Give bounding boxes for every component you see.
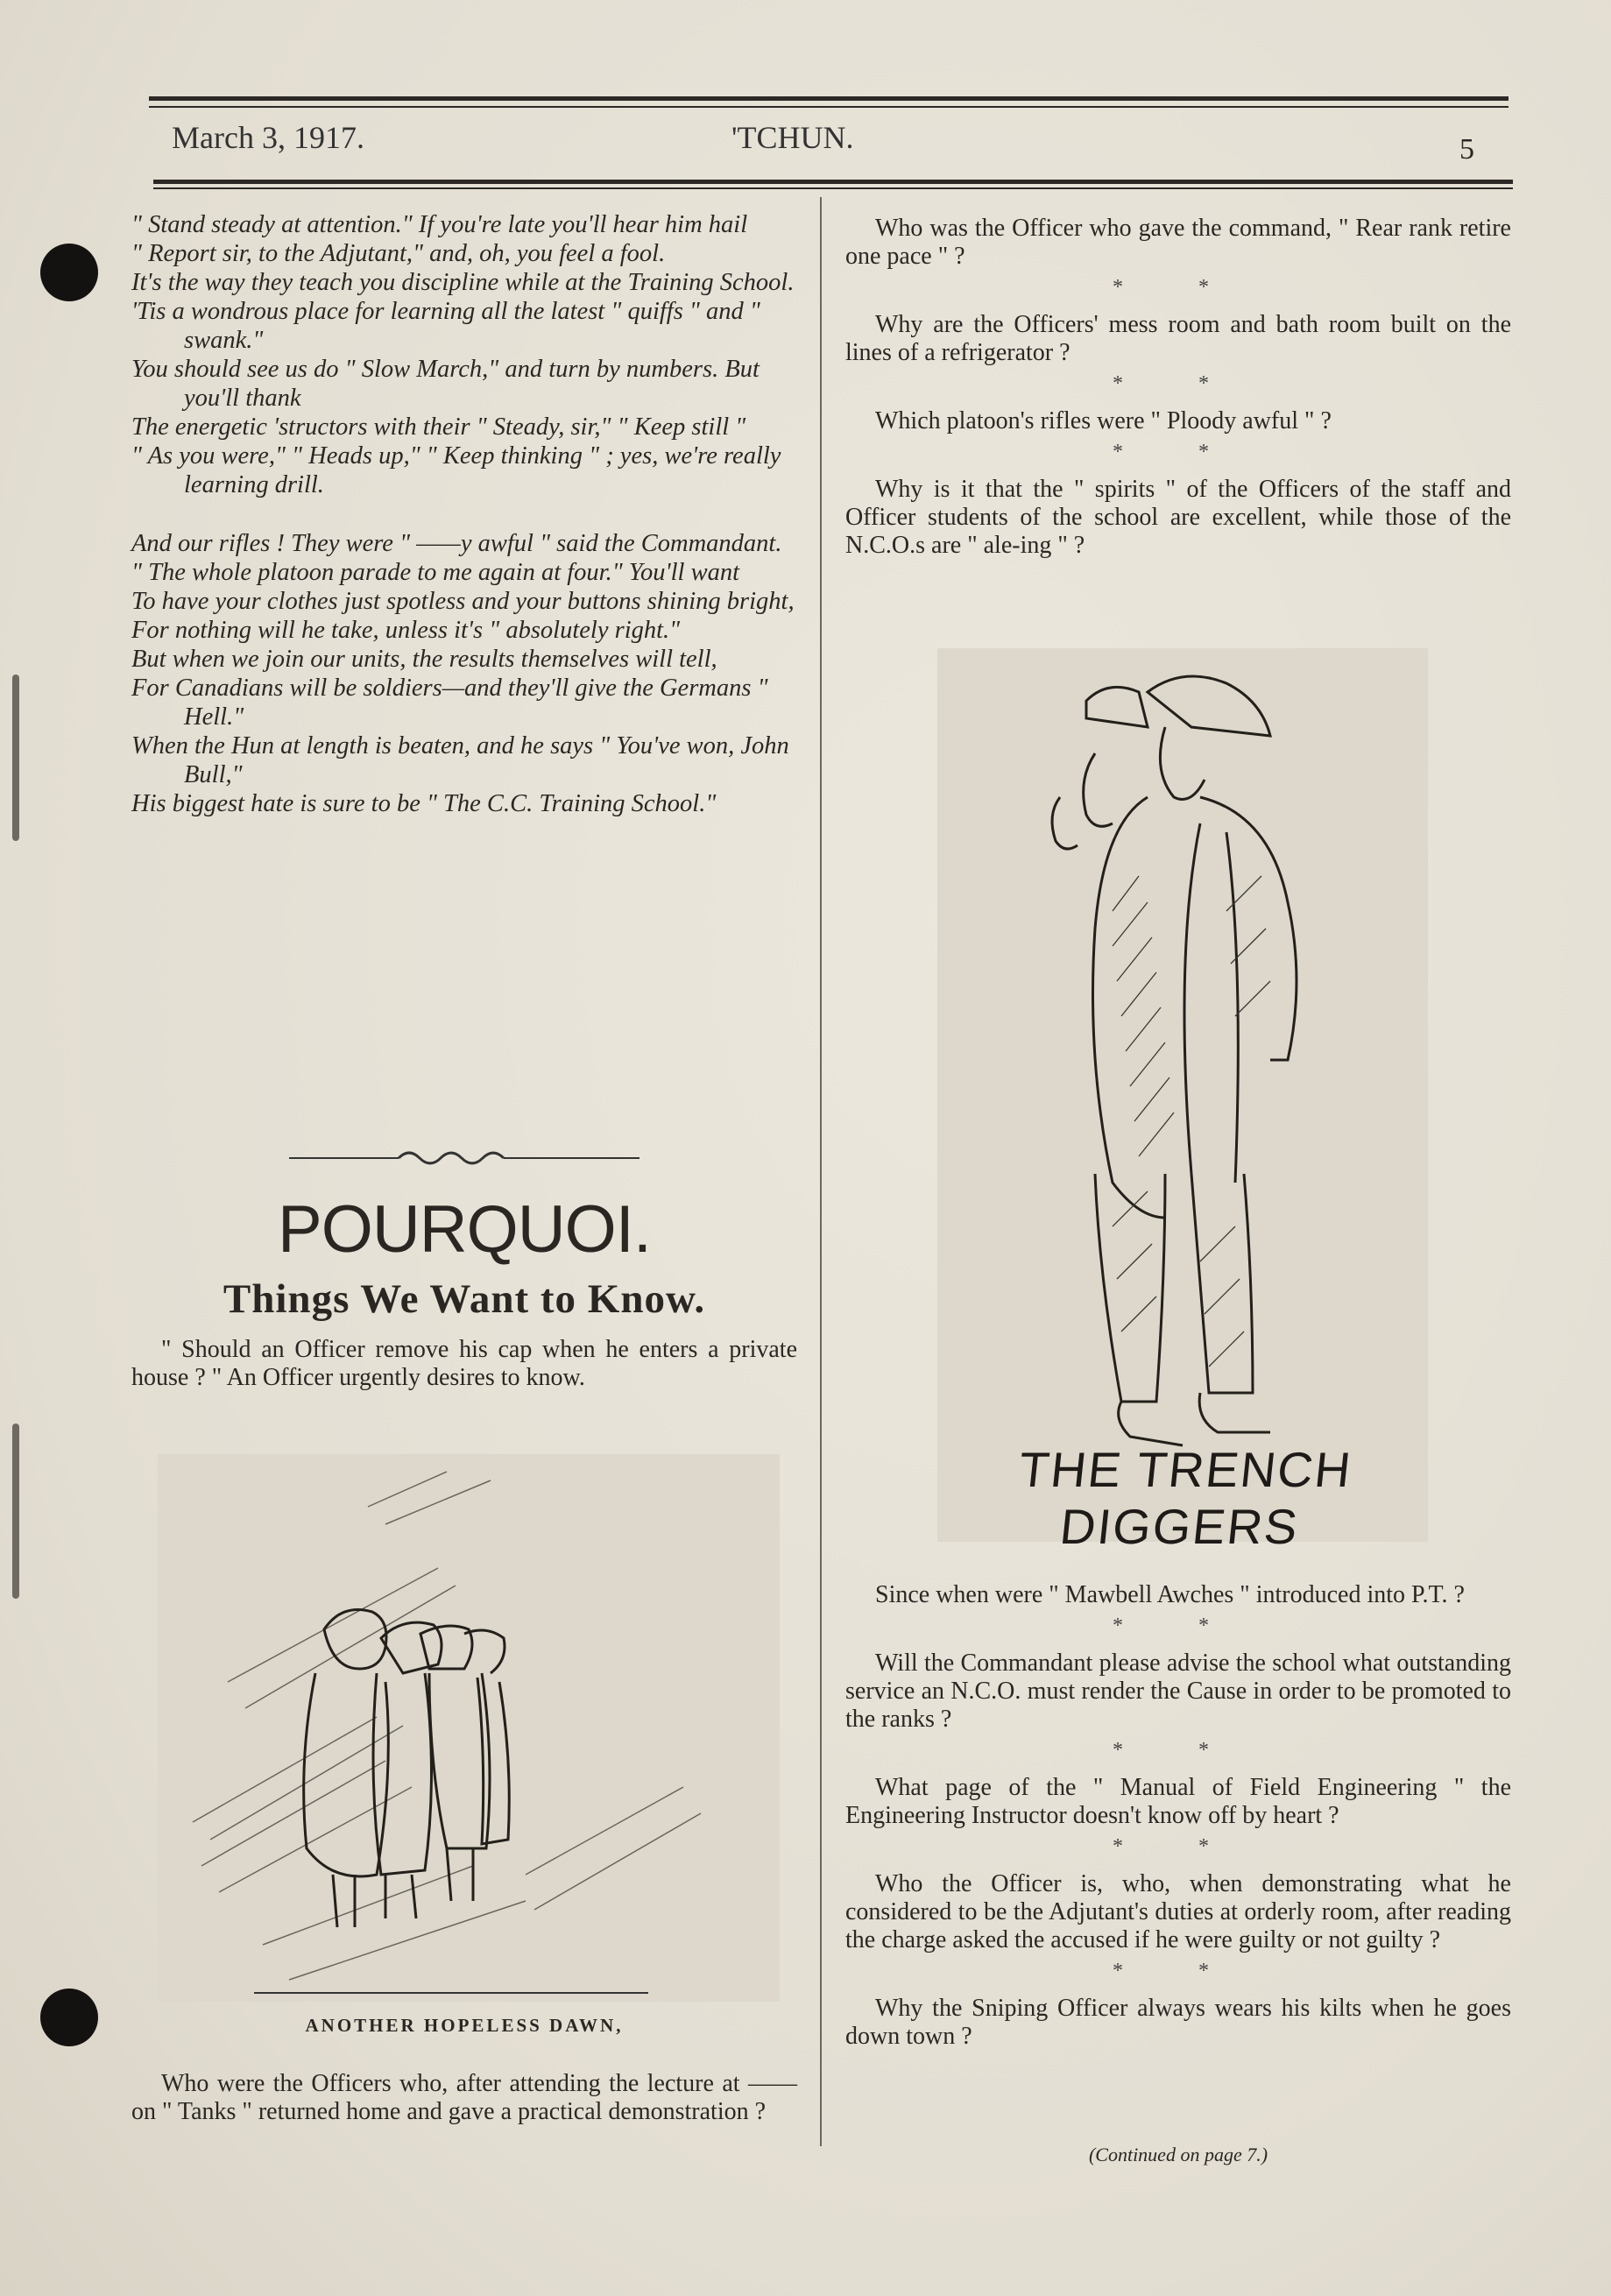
page-number: 5 [1459, 133, 1474, 166]
poem-line: When the Hun at length is beaten, and he says " You've won, John Bull," [131, 732, 789, 788]
header-publication: 'TCHUN. [731, 120, 854, 155]
asterisk-separator: * * [1113, 441, 1244, 463]
header-rule-top-thin [149, 106, 1509, 108]
question-paragraph: Why is it that the " spirits " of the Officers of the staff and Officer students of the school are excellent, while those of the N.C.O.s are " ale-ing " ? [845, 476, 1511, 559]
left-cartoon-caption: ANOTHER HOPELESS DAWN, [305, 2015, 624, 2036]
question-paragraph: Why the Sniping Officer always wears his kilts when he goes down town ? [845, 1995, 1511, 2050]
header-rule-bottom-thin [153, 187, 1513, 189]
article-subtitle: Things We Want to Know. [223, 1276, 706, 1322]
continued-note: (Continued on page 7.) [1088, 2144, 1268, 2165]
right-cartoon-caption: THE TRENCH DIGGERS [1016, 1442, 1355, 1554]
poem-stanza [131, 210, 797, 499]
question-paragraph: Who the Officer is, who, when demonstrating what he considered to be the Adjutant's duties at orderly room, after reading the charge asked the accused if he were guilty or not guilty ? [845, 1870, 1511, 1953]
right-column [845, 215, 1511, 560]
poem-line: " The whole platoon parade to me again at four." You'll want [131, 559, 740, 586]
after-cartoon-text-block [131, 2070, 797, 2126]
asterisk-separator: * * [1113, 276, 1244, 299]
question-paragraph: Which platoon's rifles were " Ploody awful " ? [875, 407, 1332, 434]
poem [131, 210, 797, 848]
intro-paragraph: " Should an Officer remove his cap when he enters a private house ? " An Officer urgently desires to know. [131, 1336, 797, 1391]
poem-line: To have your clothes just spotless and your buttons shining bright, [131, 588, 795, 615]
header-rule-bottom [153, 180, 1513, 184]
intro-text-block [131, 1336, 797, 1392]
question-paragraph: Will the Commandant please advise the school what outstanding service an N.C.O. must render the Cause in order to be promoted to the ranks ? [845, 1650, 1511, 1733]
poem-line: His biggest hate is sure to be " The C.C. Training School." [131, 790, 717, 817]
right-column-lower [845, 1581, 1511, 2051]
poem-line: " As you were," " Heads up," " Keep thinking " ; yes, we're really learning drill. [131, 442, 781, 498]
poem-line: For Canadians will be soldiers—and they'll give the Germans " Hell." [131, 675, 768, 731]
poem-line: And our rifles ! They were " ——y awful " said the Commandant. [131, 530, 782, 557]
asterisk-separator: * * [1113, 1835, 1244, 1858]
cartoon-drawing [937, 648, 1428, 1542]
poem-line: It's the way they teach you discipline while at the Training School. [131, 269, 795, 296]
asterisk-separator: * * [1113, 1960, 1244, 1982]
asterisk-separator: * * [1113, 372, 1244, 395]
binder-hole-bottom [40, 1989, 98, 2046]
binder-clip-lower [12, 1424, 19, 1599]
binder-hole-top [40, 244, 98, 301]
asterisk-separator: * * [1113, 1739, 1244, 1762]
poem-line: " Report sir, to the Adjutant," and, oh, you feel a fool. [131, 240, 666, 267]
header-rule-top [149, 96, 1509, 101]
poem-line: You should see us do " Slow March," and turn by numbers. But you'll thank [131, 356, 760, 412]
question-paragraph: What page of the " Manual of Field Engineering " the Engineering Instructor doesn't know off by heart ? [845, 1774, 1511, 1829]
poem-stanza [131, 529, 797, 818]
column-divider [820, 197, 822, 2146]
poem-line: For nothing will he take, unless it's " absolutely right." [131, 617, 681, 644]
question-paragraph: Who was the Officer who gave the command, " Rear rank retire one pace " ? [845, 215, 1511, 270]
asterisk-separator: * * [1113, 1614, 1244, 1637]
poem-line: " Stand steady at attention." If you're late you'll hear him hail [131, 211, 748, 238]
question-paragraph: Why are the Officers' mess room and bath room built on the lines of a refrigerator ? [845, 311, 1511, 366]
binder-clip-upper [12, 675, 19, 841]
poem-line: 'Tis a wondrous place for learning all the latest " quiffs " and " swank." [131, 298, 760, 354]
ornament-divider [289, 1148, 639, 1169]
article-title: POURQUOI. [278, 1192, 651, 1267]
cartoon-another-hopeless-dawn [158, 1454, 780, 2002]
question-paragraph: Who were the Officers who, after attending the lecture at —— on " Tanks " returned home and gave a practical demonstration ? [131, 2070, 797, 2125]
header-date: March 3, 1917. [172, 120, 364, 155]
cartoon-trench-diggers [937, 648, 1428, 1554]
poem-line: The energetic 'structors with their " Steady, sir," " Keep still " [131, 413, 746, 441]
poem-line: But when we join our units, the results themselves will tell, [131, 646, 717, 673]
question-paragraph: Since when were " Mawbell Awches " introduced into P.T. ? [875, 1581, 1465, 1608]
cartoon-drawing [158, 1454, 780, 2002]
